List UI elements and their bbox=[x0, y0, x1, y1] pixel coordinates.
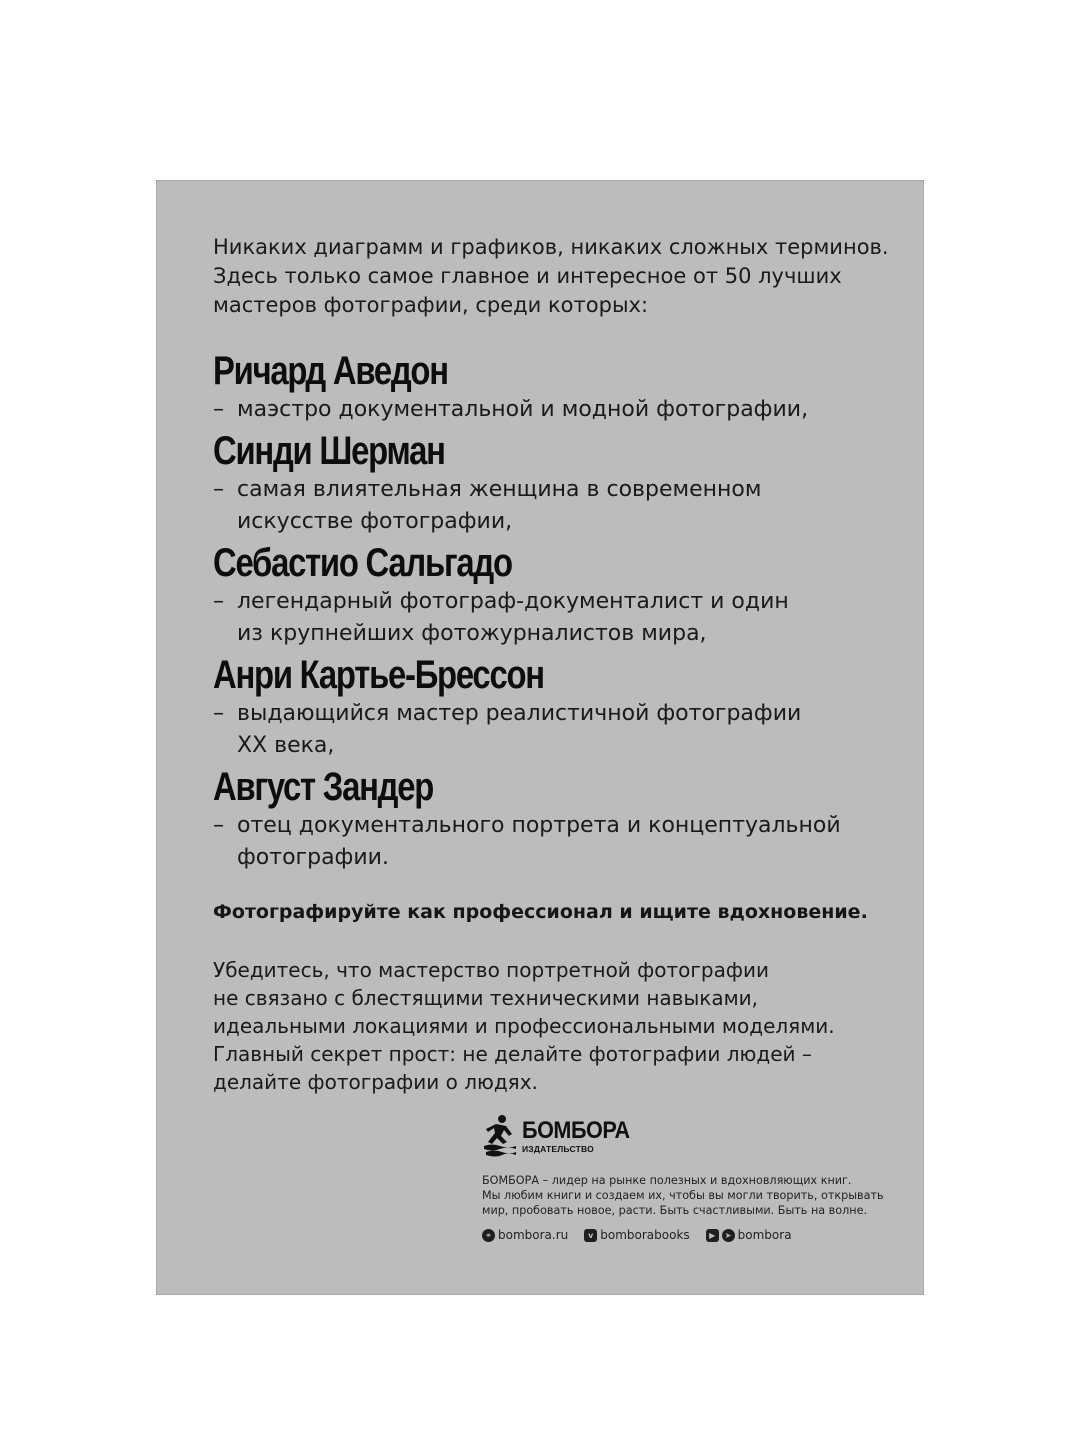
dash: – bbox=[213, 477, 224, 502]
dash: – bbox=[213, 589, 224, 614]
social-label: bombora.ru bbox=[498, 1228, 569, 1242]
photographer-item bbox=[213, 764, 903, 874]
social-messengers bbox=[706, 1228, 792, 1242]
description-text: выдающийся мастер реалистичной фотографии XX века, bbox=[237, 701, 802, 758]
dash: – bbox=[213, 701, 224, 726]
photographer-description bbox=[213, 810, 903, 874]
social-vk bbox=[584, 1228, 689, 1242]
vk-icon: v bbox=[584, 1229, 597, 1242]
book-back-cover bbox=[156, 180, 924, 1295]
photographer-name: Август Зандер bbox=[213, 765, 434, 809]
photographer-item bbox=[213, 540, 903, 650]
photographer-name: Ричард Аведон bbox=[213, 349, 448, 393]
dash: – bbox=[213, 397, 224, 422]
logo-text bbox=[522, 1116, 642, 1154]
photographers-list bbox=[213, 348, 903, 874]
publisher-block bbox=[482, 1113, 902, 1242]
photographer-description bbox=[213, 474, 903, 538]
photographer-name: Себастио Сальгадо bbox=[213, 541, 512, 585]
publisher-name: БОМБОРА bbox=[522, 1116, 630, 1144]
photographer-item bbox=[213, 348, 903, 426]
publisher-logo bbox=[482, 1113, 902, 1159]
social-links bbox=[482, 1228, 902, 1242]
description-text: легендарный фотограф-документалист и один из крупнейших фотожурналистов мира, bbox=[237, 589, 789, 646]
dash: – bbox=[213, 813, 224, 838]
social-label: bomborabooks bbox=[600, 1228, 690, 1242]
intro-paragraph: Никаких диаграмм и графиков, никаких сложных терминов. Здесь только самое главное и интересное от 50 лучших мастеров фотографии, среди которых: bbox=[213, 235, 889, 317]
photographer-description bbox=[213, 394, 903, 426]
description-text: отец документального портрета и концептуальной фотографии. bbox=[237, 813, 841, 870]
description-text: маэстро документальной и модной фотографии, bbox=[237, 397, 809, 422]
photographer-description bbox=[213, 698, 903, 762]
photographer-item bbox=[213, 428, 903, 538]
body-paragraph: Убедитесь, что мастерство портретной фотографии не связано с блестящими техническими навыками, идеальными локациями и профессиональными моделями. Главный секрет прост: не делайте фотографии людей – делайте фотографии о людях. bbox=[213, 958, 835, 1094]
photographer-name: Анри Картье-Брессон bbox=[213, 653, 544, 697]
photographer-name: Синди Шерман bbox=[213, 429, 445, 473]
social-label: bombora bbox=[737, 1228, 792, 1242]
publisher-about: БОМБОРА – лидер на рынке полезных и вдохновляющих книг. Мы любим книги и создаем их, чтобы вы могли творить, открывать мир, пробовать новое, расти. Быть счастливыми. Быть на волне. bbox=[482, 1174, 884, 1217]
runner-logo-icon bbox=[482, 1114, 518, 1158]
social-website bbox=[482, 1228, 568, 1242]
cover-content bbox=[213, 233, 903, 1096]
globe-icon: ⚭ bbox=[482, 1229, 495, 1242]
telegram-icon: ➤ bbox=[722, 1229, 735, 1242]
description-text: самая влиятельная женщина в современном искусстве фотографии, bbox=[237, 477, 762, 534]
youtube-icon: ▶ bbox=[706, 1229, 719, 1242]
photographer-item bbox=[213, 652, 903, 762]
photographer-description bbox=[213, 586, 903, 650]
publisher-subtitle: ИЗДАТЕЛЬСТВО bbox=[522, 1143, 594, 1154]
slogan: Фотографируйте как профессионал и ищите вдохновение. bbox=[213, 901, 868, 923]
